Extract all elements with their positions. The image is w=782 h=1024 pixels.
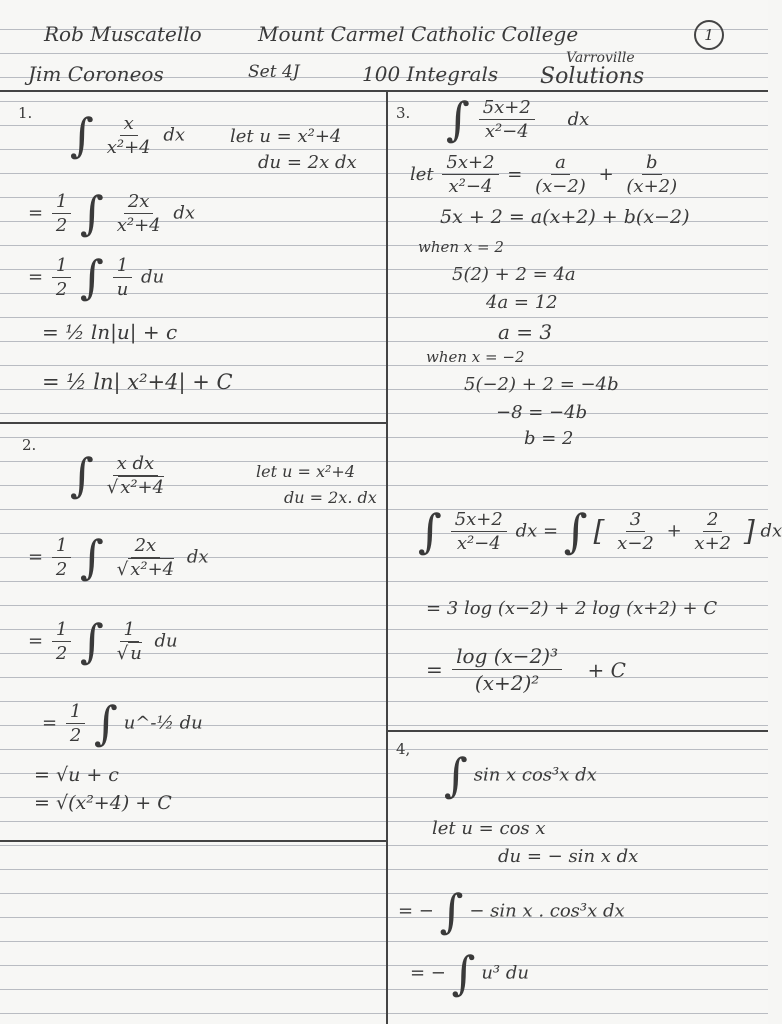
problem-1-step-1: = $\frac{1}{2}$ ∫ $\frac{2x}{\text{x²+4}}$ dx — [28, 186, 196, 240]
suburb-name: Varroville — [566, 50, 635, 66]
integral-sign-icon: ∫ — [80, 530, 104, 584]
integral-sign-icon: ∫ — [70, 448, 94, 502]
problem-4-integral: ∫ sin x cos³x dx — [444, 748, 597, 802]
divider-p1-p2 — [0, 422, 386, 424]
divider-p2-end — [0, 840, 386, 842]
problem-1-number: 1. — [18, 104, 33, 122]
problem-1-step-2: = $\frac{1}{2}$ ∫ $\frac{1}{u}$ du — [28, 250, 165, 304]
problem-2-step-3: = $\frac{1}{2}$ ∫ u^-½ du — [42, 696, 203, 750]
problem-3-eq-3: 4a = 12 — [486, 292, 558, 313]
problem-1-step-3: = ½ ln|u| + c — [42, 320, 178, 344]
integral-sign-icon: ∫ — [451, 946, 476, 1000]
fraction: $\frac{x}{\text{x²+4}}$ — [106, 112, 151, 158]
problem-4-substitution: let u = cos x — [432, 818, 546, 839]
problem-3-eq-4: a = 3 — [498, 320, 553, 344]
problem-4-number: 4, — [396, 740, 411, 758]
problem-2-answer: = √(x²+4) + C — [34, 792, 172, 814]
problem-3-identity: 5x + 2 = a(x+2) + b(x−2) — [440, 206, 690, 228]
problem-1-du: du = 2x dx — [258, 152, 357, 173]
problem-4-du: du = − sin x dx — [498, 846, 639, 867]
set-label: Set 4J — [248, 62, 300, 82]
school-name: Mount Carmel Catholic College — [258, 22, 579, 46]
problem-4-step-1: = − ∫ − sin x . cos³x dx — [398, 884, 625, 938]
problem-1-substitution: let u = x²+4 — [230, 126, 342, 147]
problem-2-number: 2. — [22, 436, 37, 454]
problem-3-number: 3. — [396, 104, 411, 122]
author-name: Rob Muscatello — [44, 22, 202, 46]
divider-p3-p4 — [388, 730, 768, 732]
problem-3-when-2: when x = −2 — [426, 348, 525, 366]
problem-3-decomposed-integral: ∫ $\frac{5x+2}{\text{x²−4}}$ dx = ∫ [ $\frac{3}{x-2}$ + $\frac{2}{x+2}$ ] dx — [418, 504, 782, 558]
problem-2-step-1: = $\frac{1}{2}$ ∫ $\frac{2x}{\text{√ x²+4}}$ dx — [28, 530, 209, 584]
integral-sign-icon: ∫ — [439, 884, 464, 938]
integral-sign-icon: ∫ — [446, 92, 470, 146]
problem-3-answer: = $\frac{\text{log (x−2)³}}{\text{(x+2)²}}$ + C — [426, 644, 626, 695]
integral-sign-icon: ∫ — [418, 504, 442, 558]
problem-2-substitution: let u = x²+4 — [256, 462, 356, 481]
doc-title: 100 Integrals — [362, 62, 499, 86]
problem-3-when-1: when x = 2 — [418, 238, 504, 256]
page-number: 1 — [694, 20, 724, 50]
integral-sign-icon: ∫ — [80, 186, 104, 240]
problem-3-partial-fraction: let $\frac{5x+2}{\text{x²−4}}$ = $\frac{a}{(x-2)}$ + $\frac{b}{(x+2)}$ — [410, 152, 678, 197]
problem-2-step-4: = √u + c — [34, 764, 119, 786]
problem-2-step-2: = $\frac{1}{2}$ ∫ $\frac{1}{√ u}$ du — [28, 614, 178, 668]
integral-sign-icon: ∫ — [80, 614, 104, 668]
source-author: Jim Coroneos — [28, 62, 164, 86]
problem-3-eq-7: b = 2 — [524, 428, 574, 449]
problem-2-integral: ∫ $\frac{\text{x dx}}{\text{√ x²+4}}$ — [70, 448, 165, 502]
problem-3-eq-6: −8 = −4b — [496, 402, 588, 423]
integral-sign-icon: ∫ — [70, 108, 94, 162]
integral-sign-icon: ∫ — [563, 504, 588, 558]
problem-1-integral: ∫ $\frac{x}{\text{x²+4}}$ dx — [70, 108, 186, 162]
integral-sign-icon: ∫ — [94, 696, 118, 750]
problem-1-answer: = ½ ln| x²+4| + C — [42, 370, 233, 394]
problem-3-result-1: = 3 log (x−2) + 2 log (x+2) + C — [426, 598, 718, 619]
problem-2-du: du = 2x. dx — [284, 488, 377, 507]
integral-sign-icon: ∫ — [80, 250, 104, 304]
problem-3-eq-2: 5(2) + 2 = 4a — [452, 264, 576, 285]
solutions-label: Solutions — [540, 64, 645, 89]
integral-sign-icon: ∫ — [444, 748, 468, 802]
problem-3-eq-5: 5(−2) + 2 = −4b — [464, 374, 619, 395]
header-divider — [0, 90, 768, 92]
column-divider — [386, 90, 388, 1024]
problem-3-integral: ∫ $\frac{5x+2}{\text{x²−4}}$ dx — [446, 92, 590, 146]
problem-4-step-2: = − ∫ u³ du — [410, 946, 529, 1000]
